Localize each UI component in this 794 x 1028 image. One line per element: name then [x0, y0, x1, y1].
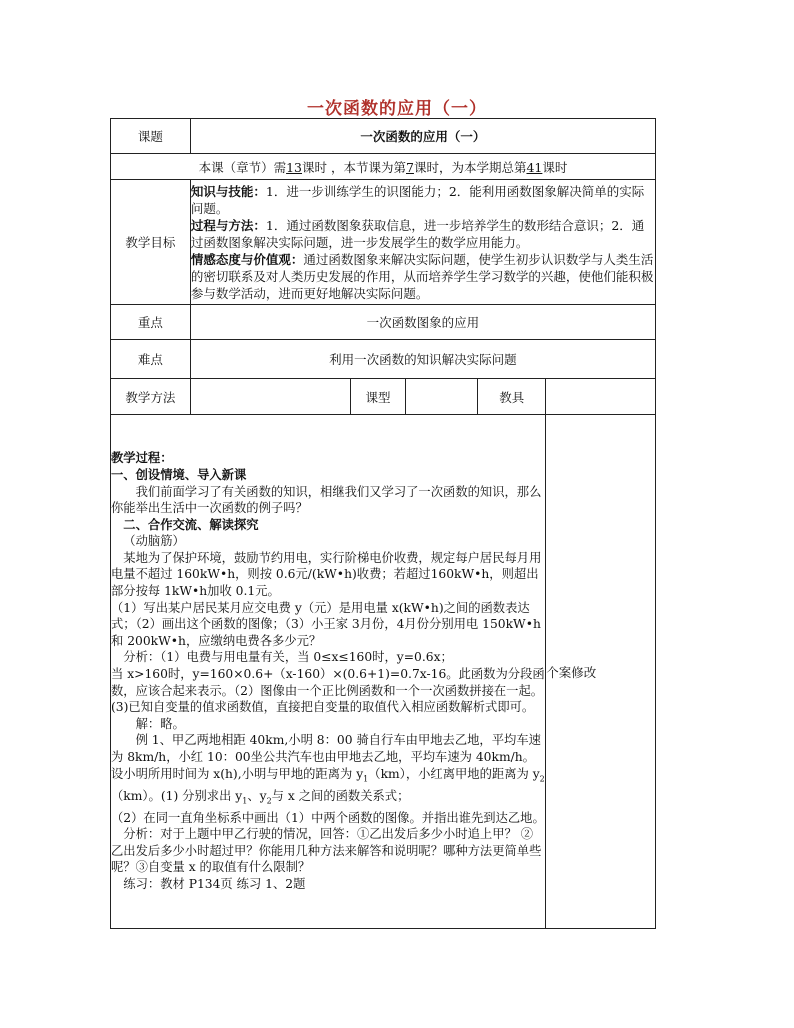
example-1-part-d: 、y [247, 788, 267, 803]
goal-emotion [191, 251, 655, 302]
goal-knowledge-title: 知识与技能： [190, 183, 266, 199]
key-point-label: 重点 [111, 305, 191, 340]
brainstorm-label: （动脑筋） [123, 534, 185, 549]
hours-nth: 7 [406, 159, 414, 175]
teaching-aid-label: 教具 [478, 379, 546, 415]
method-row [111, 379, 656, 415]
goal-process [191, 217, 655, 251]
teaching-aid-value [546, 379, 656, 415]
difficulty-value: 利用一次函数的知识解决实际问题 [190, 340, 655, 379]
revision-notes-cell [546, 415, 656, 929]
subscript-2: 2 [539, 774, 545, 784]
hours-semester: 41 [526, 159, 543, 175]
difficulty-label: 难点 [111, 340, 191, 379]
practice-text: 练习：教材 P134页 练习 1、2题 [123, 877, 306, 892]
lesson-type-value [406, 379, 478, 415]
hours-suffix: 课时 [542, 159, 568, 175]
problem-questions: （1）写出某户居民某月应交电费 y（元）是用电量 x(kW•h)之间的函数表达式；（2）画出这个函数的图像；（3）小王家 3月份，4月份分别用电 150kW•h和 200kW•h，应缴纳电费各多少元？ [111, 600, 541, 648]
document-title: 一次函数的应用（一） [307, 99, 487, 119]
goal-emotion-title: 情感态度与价值观： [190, 251, 304, 267]
topic-value: 一次函数的应用（一） [190, 119, 655, 154]
solution-text: 解：略。 [135, 716, 185, 731]
section-1-heading: 一、创设情境、导入新课 [111, 466, 247, 482]
goal-process-title: 过程与方法： [190, 217, 266, 233]
goal-process-text: 1．通过函数图象获取信息，进一步培养学生的数形结合意识；2．通过函数图象解决实际问题，进一步发展学生的数学应用能力。 [190, 217, 645, 250]
example-1-part-2: （2）在同一直角坐标系中画出（1）中两个函数的图像。并指出谁先到达乙地。 [111, 810, 545, 825]
subscript-1: 1 [363, 774, 369, 784]
process-content [111, 415, 546, 929]
process-row [111, 415, 656, 929]
goal-emotion-text: 通过函数图象来解决实际问题，使学生初步认识数学与人类生活的密切联系及对人类历史发展的作用，从而培养学生学习数学的兴趣，使他们能积极参与数学活动，进而更好地解决实际问题。 [190, 251, 654, 301]
goals-row [111, 180, 656, 305]
method-label: 教学方法 [111, 379, 191, 415]
section-2-heading: 二、合作交流、解读探究 [123, 516, 259, 532]
example-1-part-c: （km）。(1) 分别求出 y [111, 788, 243, 803]
problem-text: 某地为了保护环境，鼓励节约用电，实行阶梯电价收费，规定每户居民每月用电量不超过 160kW•h，则按 0.6元/(kW•h)收费；若超过160kW•h，则超出部分按每 1kW•h加收 0.1元。 [111, 550, 542, 599]
example-1 [111, 732, 545, 809]
example-1-part-a: 例 1、甲乙两地相距 40km,小明 8：00 骑自行车由甲地去乙地，平均车速为 8km/h，小红 10：00坐公共汽车也由甲地去乙地，平均车速为 40km/h。设小明所用时间为 x(h),小明与甲地的距离为 y [111, 733, 541, 781]
key-point-value: 一次函数图象的应用 [190, 305, 655, 340]
difficulty-row [111, 340, 656, 379]
example-1-part-e: 与 x 之间的函数关系式； [271, 788, 410, 803]
example-1-part-b: （km），小红离甲地的距离为 y [368, 766, 540, 781]
method-value [190, 379, 350, 415]
goals-label: 教学目标 [111, 180, 191, 305]
hours-prefix: 本课（章节）需 [198, 159, 287, 175]
section-1-text: 我们前面学习了有关函数的知识，相继我们又学习了一次函数的知识，那么你能举出生活中一次函数的例子吗？ [111, 484, 542, 516]
hours-total: 13 [286, 159, 303, 175]
goal-knowledge [191, 183, 655, 217]
topic-row [111, 119, 656, 154]
analysis-3: 分析：对于上题中甲乙行驶的情况，回答：①乙出发后多少小时追上甲？ ②乙出发后多少小时超过甲？你能用几种方法来解答和说明呢？哪种方法更简单些呢？③自变量 x 的取值有什么限制？ [111, 827, 542, 875]
hours-row [111, 154, 656, 180]
lesson-type-label: 课型 [350, 379, 406, 415]
subscript-1b: 1 [242, 796, 248, 806]
hours-mid2: 课时，为本学期总第 [413, 159, 527, 175]
analysis-1: 分析：（1）电费与用电量有关，当 0≤x≤160时，y=0.6x； [123, 650, 453, 665]
key-point-row [111, 305, 656, 340]
subscript-2b: 2 [266, 796, 272, 806]
hours-mid: 课时 ，本节课为第 [302, 159, 406, 175]
hours-text [111, 154, 656, 180]
lesson-plan-table [110, 118, 656, 929]
revision-notes-label: 个案修改 [546, 664, 597, 680]
goals-content [190, 180, 655, 305]
analysis-2: 当 x>160时，y=160×0.6+（x-160）×(0.6+1)=0.7x-16。此函数为分段函数，应该合起来表示。（2）图像由一个正比例函数和一个一次函数拼接在一起。(3)已知自变量的值求函数值，直接把自变量的取值代入相应函数解析式即可。 [111, 667, 545, 715]
goal-knowledge-text: 1．进一步训练学生的识图能力；2．能利用函数图象解决简单的实际问题。 [190, 183, 645, 216]
process-heading: 教学过程： [111, 450, 173, 466]
topic-label: 课题 [111, 119, 191, 154]
